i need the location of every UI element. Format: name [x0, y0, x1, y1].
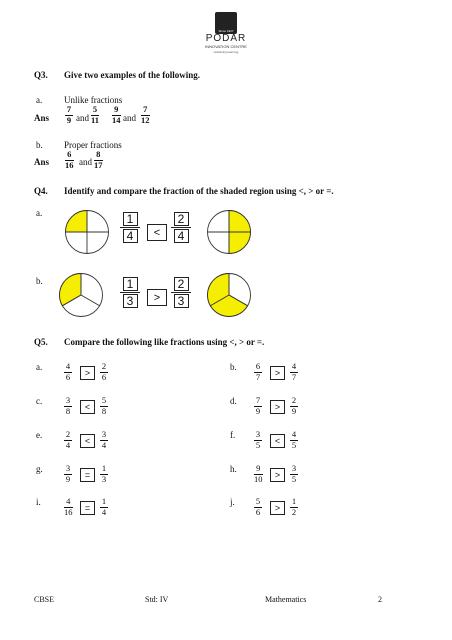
q5-compare-box: <: [80, 434, 95, 448]
fraction-numerator: 3: [291, 463, 297, 473]
fraction-denominator: 5: [291, 474, 297, 484]
q5-title: Compare the following like fractions using <, > or =.: [64, 337, 265, 347]
fraction-denominator: 4: [123, 229, 138, 243]
fraction-numerator: 4: [65, 361, 71, 371]
fraction-numerator: 8: [96, 149, 101, 159]
fraction-denominator: 12: [141, 115, 150, 125]
footer-std: Std: IV: [145, 595, 169, 604]
q5-compare-box: >: [270, 468, 285, 482]
q5-r-fraction: [290, 362, 298, 382]
fraction-denominator: 4: [174, 229, 189, 243]
fraction-numerator: 2: [291, 395, 297, 405]
fraction-numerator: 1: [123, 277, 138, 291]
q5-r-fraction: [290, 464, 298, 484]
q5-r-fraction: [100, 497, 108, 517]
fraction-numerator: 2: [101, 361, 107, 371]
q3-number: Q3.: [34, 70, 48, 80]
q4-a-label: a.: [36, 208, 43, 218]
fraction-denominator: 4: [101, 440, 107, 450]
fraction-numerator: 7: [255, 395, 261, 405]
q5-item-label: d.: [230, 396, 237, 406]
fraction-numerator: 2: [174, 277, 189, 291]
q3-a-frac-1: [65, 105, 73, 125]
footer-subject: Mathematics: [265, 595, 307, 604]
q3-b-label: b.: [36, 140, 43, 150]
and-word: and: [76, 113, 89, 123]
fraction-numerator: 3: [65, 395, 71, 405]
logo-tagline: redefining learning: [213, 50, 239, 54]
fraction-denominator: 5: [255, 440, 261, 450]
q4-b-compare-box: >: [147, 289, 167, 306]
fraction-denominator: 16: [65, 160, 74, 170]
fraction-denominator: 7: [255, 372, 261, 382]
fraction-denominator: 5: [291, 440, 297, 450]
q5-compare-box: >: [270, 400, 285, 414]
q5-l-fraction: [64, 497, 73, 517]
fraction-numerator: 4: [291, 361, 297, 371]
fraction-denominator: 9: [255, 406, 261, 416]
q3-b-ans-label: Ans: [34, 157, 50, 167]
q4-b-left-fraction: [120, 277, 140, 308]
q5-l-fraction: [254, 430, 262, 450]
circle-third-shaded-icon: [58, 272, 104, 318]
q5-l-fraction: [64, 464, 72, 484]
logo-subtitle: INNOVATION CENTRE: [205, 44, 247, 49]
q5-compare-box: >: [270, 501, 285, 515]
footer-page-number: 2: [378, 595, 382, 604]
q5-item-label: a.: [36, 362, 43, 372]
q5-item-label: f.: [230, 430, 236, 440]
and-word: and: [123, 113, 136, 123]
q3-a-ans-label: Ans: [34, 113, 50, 123]
fraction-numerator: 5: [101, 395, 107, 405]
q4-title: Identify and compare the fraction of the shaded region using <, > or =.: [64, 186, 334, 196]
q3-title: Give two examples of the following.: [64, 70, 200, 80]
circle-quarter-shaded-icon: [64, 209, 110, 255]
q5-l-fraction: [64, 362, 72, 382]
q5-l-fraction: [64, 430, 72, 450]
logo-name: PODAR: [205, 33, 247, 44]
fraction-numerator: 7: [143, 104, 148, 114]
fraction-numerator: 6: [255, 361, 261, 371]
q5-number: Q5.: [34, 337, 48, 347]
logo-badge-text: Since 1927: [218, 29, 234, 33]
q3-a-text: Unlike fractions: [64, 95, 123, 105]
q3-a-label: a.: [36, 95, 43, 105]
q3-b-text: Proper fractions: [64, 140, 122, 150]
fraction-denominator: 9: [65, 474, 71, 484]
q5-l-fraction: [64, 396, 72, 416]
fraction-numerator: 2: [174, 212, 189, 226]
fraction-denominator: 9: [291, 406, 297, 416]
school-logo-icon: [215, 12, 237, 34]
fraction-numerator: 2: [65, 429, 71, 439]
q5-l-fraction: [254, 362, 262, 382]
fraction-denominator: 14: [112, 115, 121, 125]
fraction-denominator: 6: [255, 507, 261, 517]
q4-b-right-fraction: [171, 277, 191, 308]
footer-board: CBSE: [34, 595, 55, 604]
fraction-denominator: 11: [91, 115, 100, 125]
q5-compare-box: >: [270, 366, 285, 380]
fraction-numerator: 7: [66, 104, 72, 114]
q5-l-fraction: [254, 396, 262, 416]
fraction-numerator: 1: [101, 463, 107, 473]
q5-r-fraction: [100, 362, 108, 382]
fraction-numerator: 3: [255, 429, 261, 439]
q5-l-fraction: [254, 464, 263, 484]
q3-b-frac-2: [94, 150, 103, 170]
fraction-numerator: 4: [66, 496, 71, 506]
q4-number: Q4.: [34, 186, 48, 196]
fraction-numerator: 5: [92, 104, 98, 114]
q3-a-frac-3: [112, 105, 121, 125]
q5-compare-box: =: [80, 501, 95, 515]
q5-item-label: e.: [36, 430, 43, 440]
fraction-denominator: 6: [65, 372, 71, 382]
fraction-denominator: 7: [291, 372, 297, 382]
fraction-denominator: 9: [66, 115, 72, 125]
fraction-denominator: 6: [101, 372, 107, 382]
fraction-denominator: 8: [65, 406, 71, 416]
q5-compare-box: <: [270, 434, 285, 448]
fraction-numerator: 6: [67, 149, 72, 159]
q4-a-right-fraction: [171, 212, 191, 243]
fraction-denominator: 3: [123, 294, 138, 308]
and-word: and: [79, 157, 92, 167]
q5-r-fraction: [290, 396, 298, 416]
q5-l-fraction: [254, 497, 262, 517]
fraction-denominator: 3: [101, 474, 107, 484]
q5-item-label: c.: [36, 396, 43, 406]
circle-two-thirds-shaded-icon: [206, 272, 252, 318]
fraction-numerator: 3: [101, 429, 107, 439]
fraction-denominator: 17: [94, 160, 103, 170]
q4-a-compare-box: <: [147, 224, 167, 241]
fraction-denominator: 4: [101, 507, 107, 517]
q4-b-label: b.: [36, 276, 43, 286]
q5-r-fraction: [290, 430, 298, 450]
fraction-numerator: 9: [114, 104, 119, 114]
fraction-numerator: 5: [255, 496, 261, 506]
q4-a-left-fraction: [120, 212, 140, 243]
q3-a-frac-4: [141, 105, 150, 125]
q5-r-fraction: [290, 497, 298, 517]
q5-item-label: h.: [230, 464, 237, 474]
fraction-denominator: 4: [65, 440, 71, 450]
q5-item-label: j.: [230, 497, 235, 507]
fraction-numerator: 4: [291, 429, 297, 439]
fraction-numerator: 9: [256, 463, 261, 473]
q5-r-fraction: [100, 430, 108, 450]
fraction-numerator: 3: [65, 463, 71, 473]
fraction-denominator: 2: [291, 507, 297, 517]
q5-item-label: i.: [36, 497, 41, 507]
q3-b-frac-1: [65, 150, 74, 170]
q5-r-fraction: [100, 464, 108, 484]
q5-compare-box: =: [80, 468, 95, 482]
circle-half-shaded-icon: [206, 209, 252, 255]
q3-a-frac-2: [91, 105, 99, 125]
q5-compare-box: >: [80, 366, 95, 380]
fraction-denominator: 10: [254, 474, 263, 484]
fraction-numerator: 1: [123, 212, 138, 226]
fraction-numerator: 1: [291, 496, 297, 506]
fraction-denominator: 16: [64, 507, 73, 517]
fraction-denominator: 8: [101, 406, 107, 416]
q5-item-label: b.: [230, 362, 237, 372]
q5-compare-box: <: [80, 400, 95, 414]
fraction-numerator: 1: [101, 496, 107, 506]
fraction-denominator: 3: [174, 294, 189, 308]
q5-r-fraction: [100, 396, 108, 416]
q5-item-label: g.: [36, 464, 43, 474]
